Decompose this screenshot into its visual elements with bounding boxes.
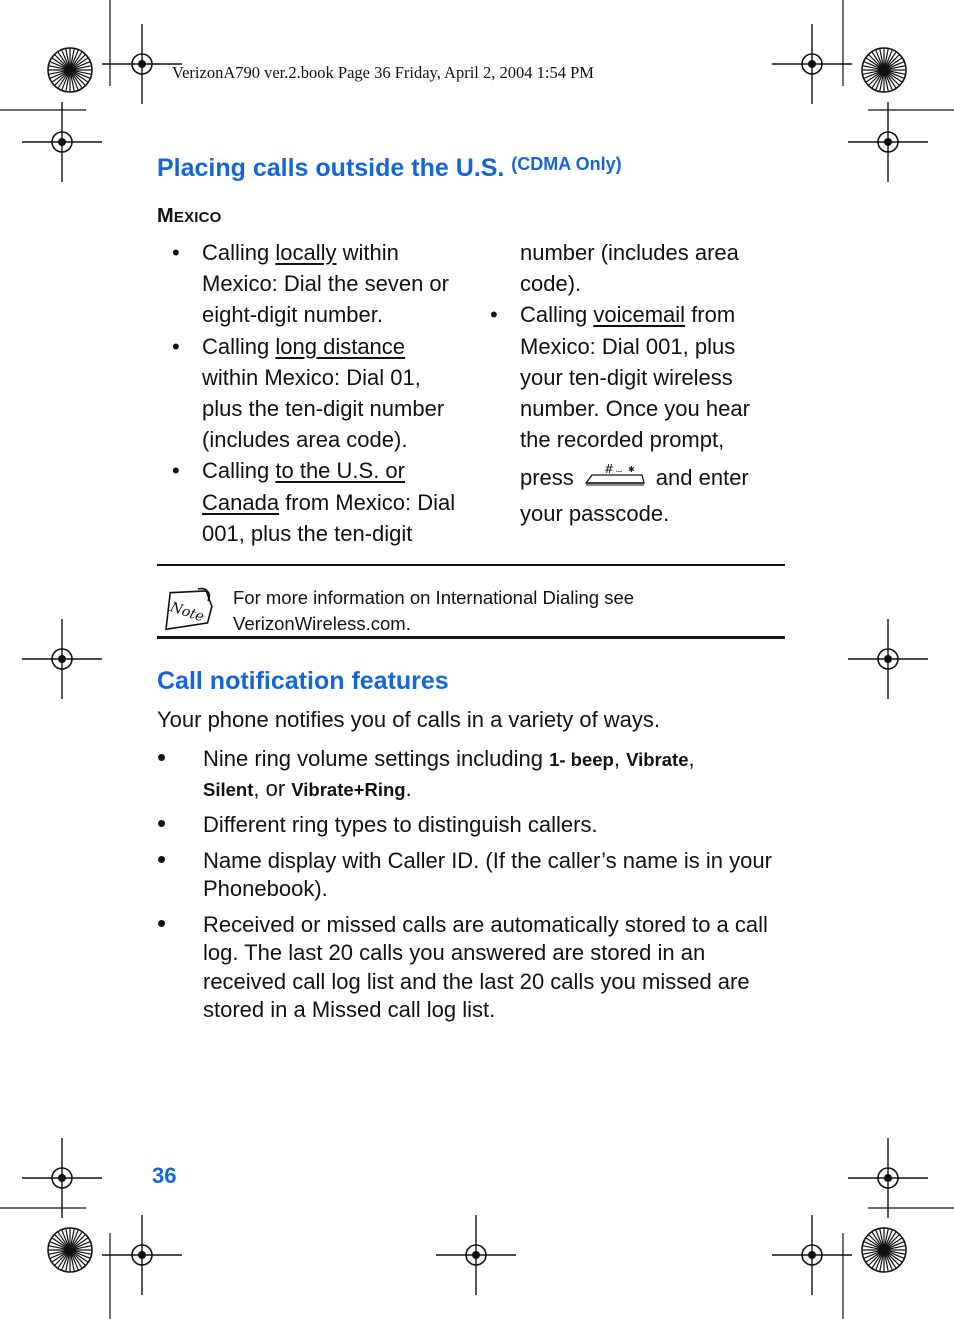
link-voicemail: voicemail: [593, 302, 686, 328]
text-line: [157, 487, 487, 518]
text-line: your ten-digit wireless: [520, 364, 733, 390]
text: , or: [253, 775, 292, 801]
text: Nine ring volume settings including: [203, 746, 550, 771]
svg-text:⌴: ⌴: [615, 465, 623, 475]
link-long-distance: long distance: [275, 333, 406, 359]
note-icon-label: Note: [168, 599, 206, 626]
link-locally: locally: [275, 240, 337, 265]
text: Calling: [202, 240, 276, 265]
text-line: your passcode.: [520, 500, 670, 526]
page-number: 36: [152, 1163, 177, 1188]
subheading-rest: EXICO: [173, 209, 222, 226]
text: ,: [688, 746, 695, 771]
setting-silent: Silent: [203, 778, 254, 800]
list-item: • Name display with Caller ID. (If the caller’s name is in your Phonebook).: [157, 847, 787, 904]
text: Calling: [202, 333, 276, 359]
link-canada: Canada: [202, 489, 280, 515]
bullet-local: [157, 237, 487, 268]
bullet-long-distance: [157, 331, 487, 362]
text: within: [336, 240, 399, 265]
text-line: the recorded prompt,: [520, 427, 725, 453]
text-line: number (includes area: [520, 240, 739, 265]
note-bottom-rule: [157, 636, 785, 639]
text: ,: [613, 746, 627, 771]
link-us-canada: to the U.S. or: [275, 458, 405, 484]
notification-list: [157, 745, 787, 1032]
book-header-line: VerizonA790 ver.2.book Page 36 Friday, April 2, 2004 1:54 PM: [172, 63, 594, 82]
section-title-outside-us: [157, 154, 622, 183]
text: from: [685, 302, 736, 328]
intro-paragraph: Your phone notifies you of calls in a variety of ways.: [157, 707, 661, 732]
text: press: [520, 465, 574, 491]
list-item: • Received or missed calls are automatically stored to a call log. The last 20 calls you answered are stored in an received call log list and the last 20 calls you missed are stored in a Missed call log list.: [157, 911, 787, 1025]
note-line: VerizonWireless.com.: [233, 613, 411, 634]
note-line: For more information on International Dialing see: [233, 587, 635, 608]
svg-text:#: #: [603, 462, 614, 477]
text: Calling: [202, 458, 276, 484]
list-item: • Different ring types to distinguish callers.: [157, 811, 787, 840]
setting-vibrate: Vibrate: [626, 749, 689, 770]
subheading-mexico: [157, 205, 222, 228]
setting-vibrate-ring: Vibrate+Ring: [291, 778, 406, 800]
section-title-call-notification: Call notification features: [157, 667, 449, 695]
text-line-press: [475, 461, 795, 497]
text-line: plus the ten-digit number: [202, 396, 445, 422]
note-icon: [158, 583, 216, 638]
text-line: (includes area code).: [202, 427, 408, 453]
text: and enter: [655, 465, 749, 491]
title-superscript: (CDMA Only): [511, 154, 622, 174]
text-line: Mexico: Dial 001, plus: [520, 333, 736, 359]
text: from Mexico: Dial: [279, 489, 456, 515]
pound-key-icon: [582, 461, 648, 497]
right-column: [475, 237, 795, 529]
text-line: code).: [520, 271, 582, 297]
note-text: [233, 585, 634, 637]
svg-text:✱: ✱: [627, 465, 635, 475]
text: .: [405, 775, 412, 801]
text-line: within Mexico: Dial 01,: [202, 364, 421, 390]
note-top-rule: [157, 564, 785, 566]
text-line: 001, plus the ten-digit: [202, 520, 413, 546]
subheading-initial: M: [157, 205, 174, 227]
text-line: Mexico: Dial the seven or: [202, 271, 449, 297]
left-column: [157, 237, 487, 549]
setting-1-beep: 1- beep: [549, 749, 614, 770]
text-line: eight-digit number.: [202, 302, 383, 328]
title-text: Placing calls outside the U.S.: [157, 154, 505, 182]
bullet-voicemail: [475, 299, 795, 330]
list-item: [157, 745, 787, 804]
text-line: number. Once you hear: [520, 396, 750, 422]
bullet-us-canada: [157, 455, 487, 486]
text: Calling: [520, 302, 594, 328]
